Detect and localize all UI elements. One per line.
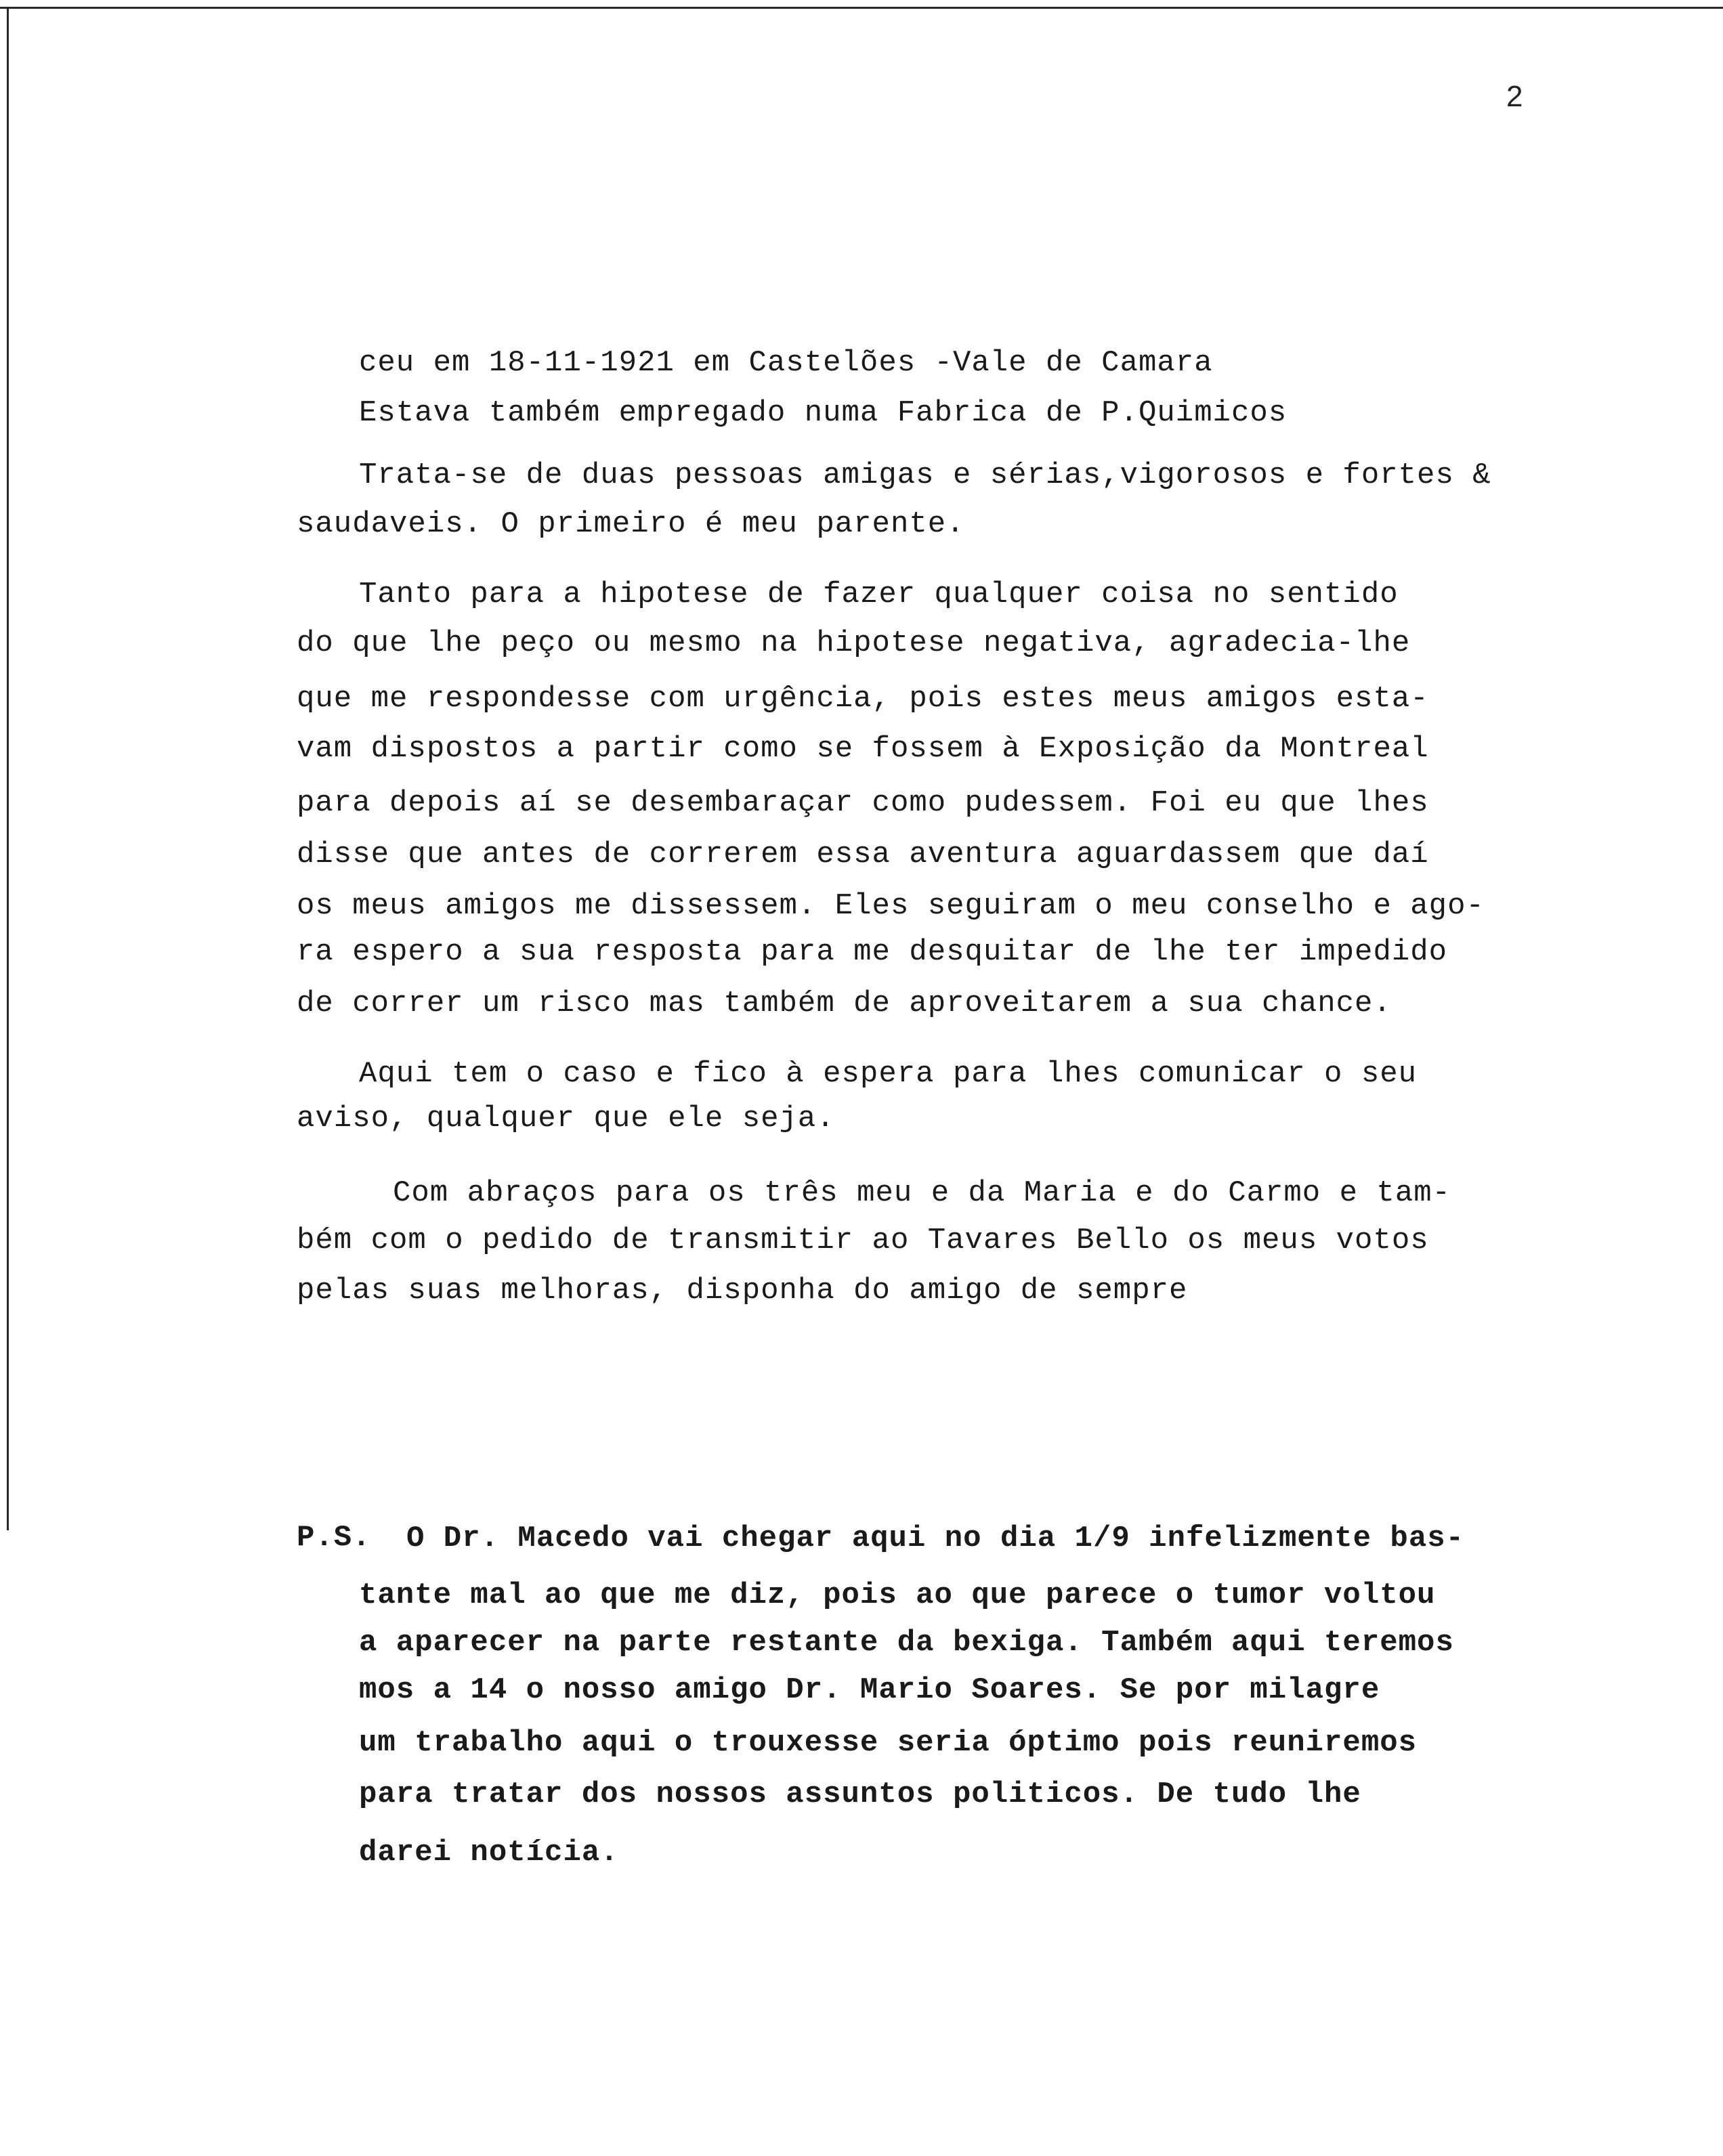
letter-line: disse que antes de correrem essa aventura aguardassem que daí: [297, 838, 1429, 871]
letter-line: Com abraços para os três meu e da Maria e do Carmo e tam-: [393, 1176, 1451, 1210]
letter-line: Estava também empregado numa Fabrica de P.Quimicos: [359, 396, 1288, 430]
letter-line: Trata-se de duas pessoas amigas e sérias,vigorosos e fortes &: [359, 458, 1491, 492]
letter-line: saudaveis. O primeiro é meu parente.: [297, 507, 965, 541]
letter-line: de correr um risco mas também de aproveitarem a sua chance.: [297, 987, 1392, 1020]
postscript-line: O Dr. Macedo vai chegar aqui no dia 1/9 infelizmente bas-: [406, 1522, 1465, 1555]
letter-line: Aqui tem o caso e fico à espera para lhes comunicar o seu: [359, 1057, 1418, 1091]
letter-line: para depois aí se desembaraçar como pudessem. Foi eu que lhes: [297, 786, 1429, 820]
postscript-line: para tratar dos nossos assuntos politicos. De tudo lhe: [359, 1777, 1361, 1811]
page-number: 2: [1506, 80, 1523, 113]
letter-line: bém com o pedido de transmitir ao Tavares Bello os meus votos: [297, 1224, 1429, 1257]
postscript-line: mos a 14 o nosso amigo Dr. Mario Soares. Se por milagre: [359, 1673, 1380, 1707]
letter-line: aviso, qualquer que ele seja.: [297, 1102, 835, 1136]
postscript-line: darei notícia.: [359, 1836, 619, 1870]
postscript-line: a aparecer na parte restante da bexiga. Também aqui teremos: [359, 1626, 1454, 1660]
letter-line: que me respondesse com urgência, pois estes meus amigos esta-: [297, 682, 1429, 716]
letter-line: Tanto para a hipotese de fazer qualquer coisa no sentido: [359, 578, 1399, 611]
letter-line: vam dispostos a partir como se fossem à Exposição da Montreal: [297, 732, 1429, 766]
postscript-label: P.S.: [297, 1521, 371, 1555]
page-left-edge: [7, 7, 9, 1530]
letter-line: do que lhe peço ou mesmo na hipotese negativa, agradecia-lhe: [297, 626, 1411, 660]
postscript-line: um trabalho aqui o trouxesse seria óptimo pois reuniremos: [359, 1726, 1418, 1760]
letter-line: ra espero a sua resposta para me desquitar de lhe ter impedido: [297, 935, 1448, 969]
postscript-line: tante mal ao que me diz, pois ao que parece o tumor voltou: [359, 1578, 1436, 1612]
page-top-edge: [0, 7, 1723, 9]
letter-line: os meus amigos me dissessem. Eles seguiram o meu conselho e ago-: [297, 889, 1485, 923]
letter-line: pelas suas melhoras, disponha do amigo de sempre: [297, 1274, 1188, 1308]
letter-line: ceu em 18-11-1921 em Castelões -Vale de Camara: [359, 346, 1213, 380]
